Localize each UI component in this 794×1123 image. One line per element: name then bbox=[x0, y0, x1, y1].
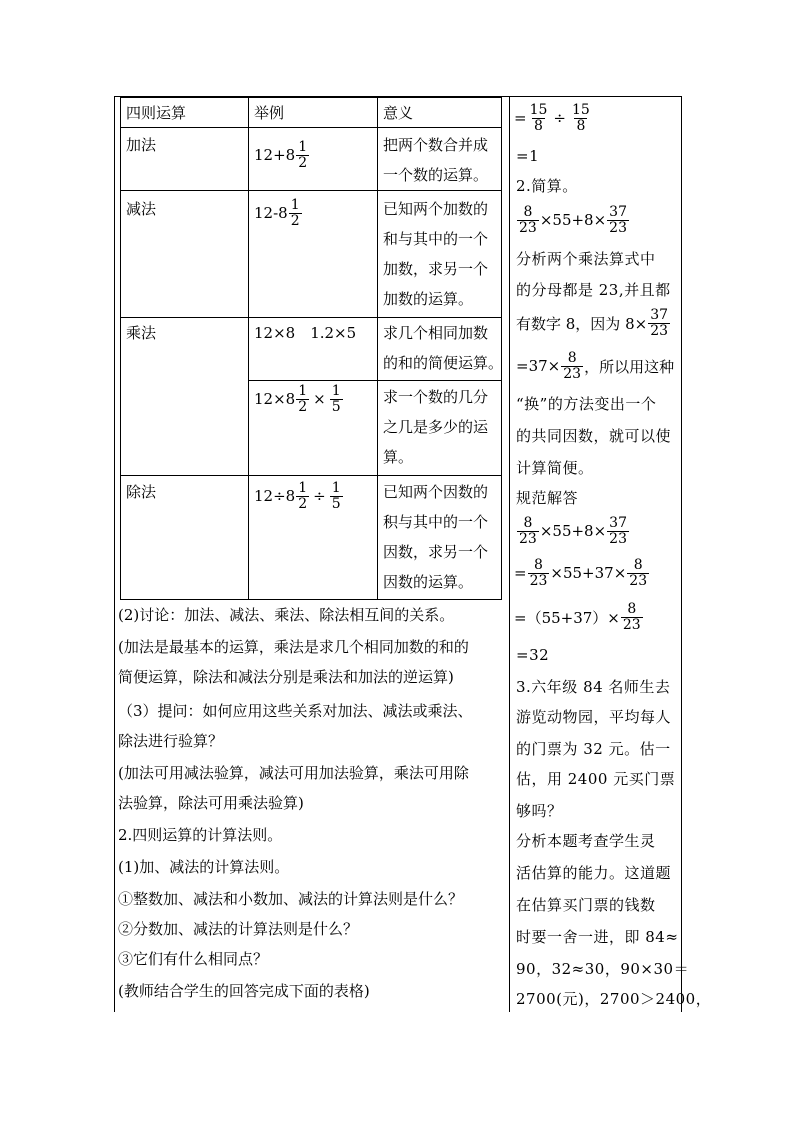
solution-step-4: =32 bbox=[516, 646, 550, 664]
table-row-subtraction-meaning-3: 加数，求另一个 bbox=[383, 260, 489, 278]
analysis3-line: 时要一舍一进，即 84≈ bbox=[516, 928, 679, 946]
table-row-division-label: 除法 bbox=[126, 483, 157, 501]
paragraph-line: ③它们有什么相同点？ bbox=[118, 950, 269, 968]
paragraph-line: 简便运算，除法和减法分别是乘法和加法的逆运算) bbox=[118, 668, 454, 686]
analysis-line: “换”的方法变出一个 bbox=[516, 395, 657, 413]
simplify-expression: $\frac{8}{23}$ ×55+8× $\frac{37}{23}$ bbox=[519, 203, 627, 236]
table-row-addition-label: 加法 bbox=[126, 136, 157, 154]
problem3-line: 估，用 2400 元买门票 bbox=[516, 770, 676, 788]
paragraph-line: (加法是最基本的运算，乘法是求几个相同加数的和的 bbox=[118, 638, 469, 656]
paragraph-line: (加法可用减法验算，减法可用加法验算，乘法可用除 bbox=[118, 764, 469, 782]
problem3-line: 游览动物园，平均每人 bbox=[516, 708, 672, 726]
table-row-division-meaning-1: 已知两个因数的 bbox=[383, 483, 489, 501]
column-divider bbox=[509, 96, 510, 1012]
table-row-subtraction-meaning-4: 加数的运算。 bbox=[383, 290, 474, 308]
table-header-example: 举例 bbox=[254, 104, 285, 122]
table-header-operation: 四则运算 bbox=[126, 104, 187, 122]
table-row-addition-example: 12+8 $\frac{1}{2}$ bbox=[254, 138, 308, 171]
table-row-multiplication-meaning-b-3: 算。 bbox=[383, 448, 414, 466]
table-row-multiplication-meaning-b-2: 之几是多少的运 bbox=[383, 418, 489, 436]
table-header-meaning: 意义 bbox=[383, 104, 414, 122]
analysis-line: 计算简便。 bbox=[516, 459, 594, 477]
analysis-line: 的共同因数，就可以使 bbox=[516, 427, 672, 445]
table-row-addition-meaning-1: 把两个数合并成 bbox=[383, 136, 489, 154]
equation-line-1: = $\frac{15}{8}$ ÷ $\frac{15}{8}$ bbox=[514, 101, 590, 134]
table-row-multiplication-example-b: 12×8 $\frac{1}{2}$ × $\frac{1}{5}$ bbox=[254, 382, 341, 415]
paragraph-line: ②分数加、减法的计算法则是什么？ bbox=[118, 920, 359, 938]
outer-left-border bbox=[114, 96, 115, 1012]
paragraph-line: ①整数加、减法和小数加、减法的计算法则是什么？ bbox=[118, 890, 464, 908]
analysis-line-with-fraction: 有数字 8，因为 8× $\frac{37}{23}$ bbox=[516, 306, 669, 339]
problem3-line: 够吗？ bbox=[516, 802, 563, 820]
problem3-line: 3.六年级 84 名师生去 bbox=[516, 678, 671, 696]
solution-step-2: = $\frac{8}{23}$ ×55+37× $\frac{8}{23}$ bbox=[514, 556, 648, 589]
table-row-multiplication-example-a: 12×8 1.2×5 bbox=[254, 324, 357, 342]
table-row-subtraction-label: 减法 bbox=[126, 200, 157, 218]
analysis3-line: 90，32≈30，90×30＝ bbox=[516, 960, 690, 978]
analysis3-line: 活估算的能力。这道题 bbox=[516, 864, 672, 882]
analysis-line: 分析两个乘法算式中 bbox=[516, 250, 656, 268]
analysis3-line: 2700(元)，2700＞2400， bbox=[516, 990, 712, 1008]
table-row-subtraction-meaning-2: 和与其中的一个 bbox=[383, 230, 489, 248]
paragraph-line: （3）提问：如何应用这些关系对加法、减法或乘法、 bbox=[118, 702, 473, 720]
table-row-addition-meaning-2: 一个数的运算。 bbox=[383, 166, 489, 184]
analysis3-line: 在估算买门票的钱数 bbox=[516, 896, 656, 914]
paragraph-line: 法验算，除法可用乘法验算) bbox=[118, 794, 304, 812]
analysis3-line: 分析本题考查学生灵 bbox=[516, 832, 656, 850]
analysis-line: 的分母都是 23,并且都 bbox=[516, 281, 671, 299]
solution-title: 规范解答 bbox=[516, 489, 579, 507]
table-row-multiplication-label: 乘法 bbox=[126, 324, 157, 342]
solution-step-3: =（55+37）× $\frac{8}{23}$ bbox=[514, 600, 641, 633]
table-row-multiplication-meaning-a-2: 的和的简便运算。 bbox=[383, 354, 504, 372]
table-row-multiplication-meaning-b-1: 求一个数的几分 bbox=[383, 388, 489, 406]
table-row-multiplication-meaning-a-1: 求几个相同加数 bbox=[383, 324, 489, 342]
table-row-division-meaning-2: 积与其中的一个 bbox=[383, 513, 489, 531]
paragraph-line: (教师结合学生的回答完成下面的表格) bbox=[118, 982, 370, 1000]
paragraph-line: 除法进行验算？ bbox=[118, 732, 224, 750]
paragraph-line: 2.四则运算的计算法则。 bbox=[118, 826, 283, 844]
table-row-division-meaning-3: 因数，求另一个 bbox=[383, 543, 489, 561]
simplify-title: 2.简算。 bbox=[516, 177, 578, 195]
paragraph-line: (1)加、减法的计算法则。 bbox=[118, 858, 290, 876]
table-row-division-example: 12÷8 $\frac{1}{2}$ ÷ $\frac{1}{5}$ bbox=[254, 479, 341, 512]
analysis-line-with-fraction: =37× $\frac{8}{23}$ ，所以用这种 bbox=[516, 349, 675, 382]
solution-step-1: $\frac{8}{23}$ ×55+8× $\frac{37}{23}$ bbox=[519, 514, 627, 547]
equation-line-2: =1 bbox=[516, 147, 540, 165]
table-row-division-meaning-4: 因数的运算。 bbox=[383, 573, 474, 591]
problem3-line: 的门票为 32 元。估一 bbox=[516, 740, 671, 758]
outer-right-border bbox=[681, 96, 682, 1012]
table-row-subtraction-example: 12-8 $\frac{1}{2}$ bbox=[254, 196, 300, 229]
paragraph-line: (2)讨论：加法、减法、乘法、除法相互间的关系。 bbox=[118, 606, 455, 624]
table-row-subtraction-meaning-1: 已知两个加数的 bbox=[383, 200, 489, 218]
